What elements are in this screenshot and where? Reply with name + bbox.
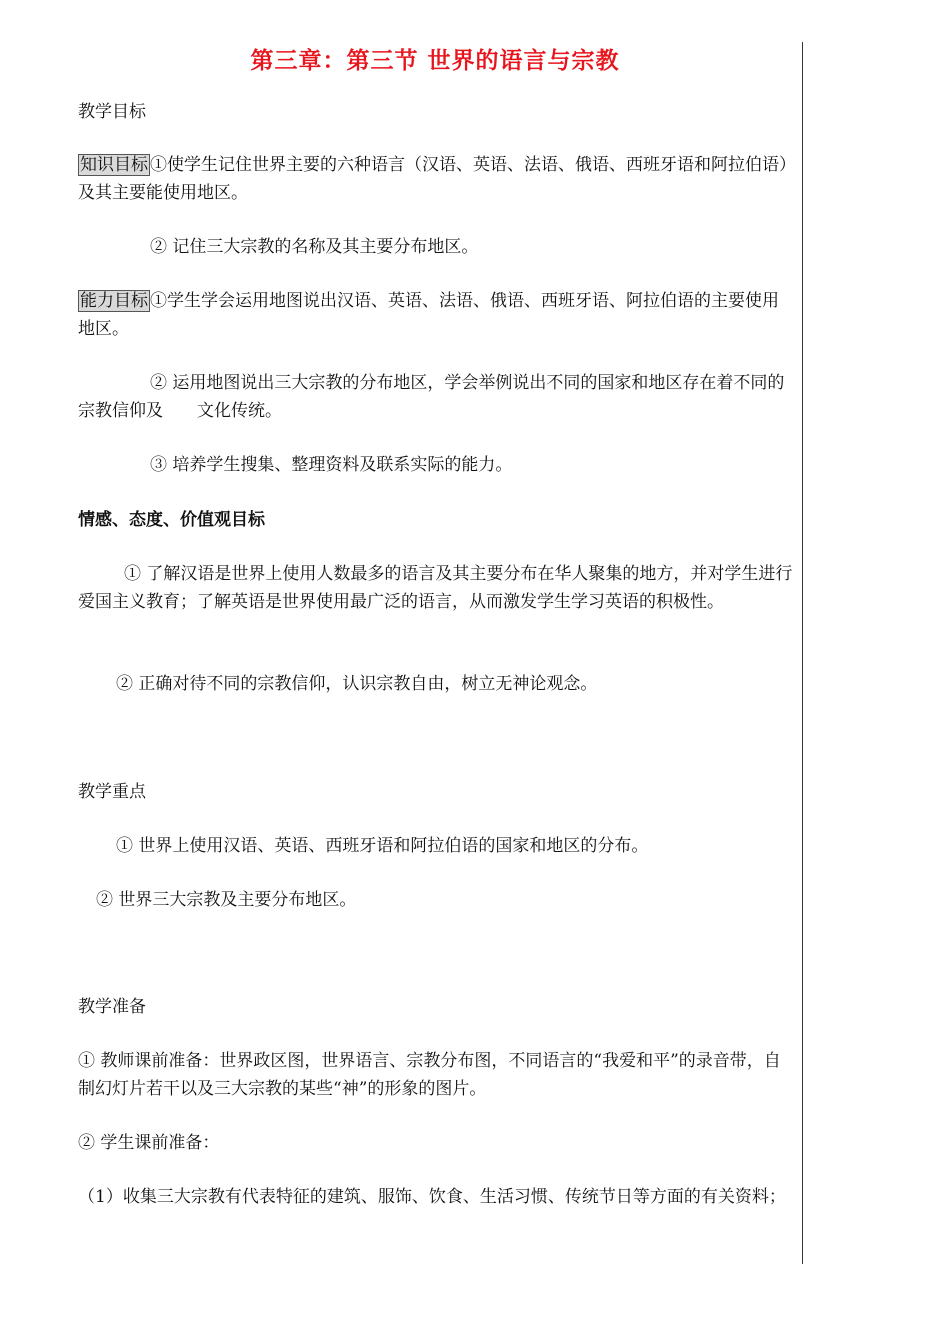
- knowledge-item-2: ② 记住三大宗教的名称及其主要分布地区。: [150, 237, 479, 257]
- key-point-1: ① 世界上使用汉语、英语、西班牙语和阿拉伯语的国家和地区的分布。: [116, 836, 649, 856]
- key-points-heading: 教学重点: [78, 782, 146, 802]
- knowledge-item-1-text: ①使学生记住世界主要的六种语言（汉语、英语、法语、俄语、西班牙语和阿拉伯语）及其主要能使用地区。: [78, 155, 788, 203]
- ability-label: 能力目标: [80, 291, 148, 311]
- teacher-preparation: ① 教师课前准备：世界政区图，世界语言、宗教分布图，不同语言的“我爱和平”的录音带，自制幻灯片若干以及三大宗教的某些“神”的形象的图片。: [78, 1051, 781, 1099]
- knowledge-item-1: [78, 151, 794, 207]
- ability-item-2: ② 运用地图说出三大宗教的分布地区，学会举例说出不同的国家和地区存在着不同的宗教信仰及 文化传统。: [78, 373, 785, 421]
- ability-item-1-text: ①学生学会运用地图说出汉语、英语、法语、俄语、西班牙语、阿拉伯语的主要使用地区。: [78, 291, 779, 339]
- emotion-item-1: ① 了解汉语是世界上使用人数最多的语言及其主要分布在华人聚集的地方，并对学生进行爱国主义教育；了解英语是世界使用最广泛的语言，从而激发学生学习英语的积极性。: [78, 564, 793, 612]
- student-preparation-item-1: （1）收集三大宗教有代表特征的建筑、服饰、饮食、生活习惯、传统节日等方面的有关资料；: [78, 1187, 786, 1207]
- knowledge-label: 知识目标: [80, 155, 148, 175]
- student-preparation: ② 学生课前准备：: [78, 1133, 220, 1153]
- document-title: 第三章：第三节 世界的语言与宗教: [250, 48, 620, 74]
- emotion-heading: 情感、态度、价值观目标: [78, 510, 265, 530]
- ability-item-1: [78, 287, 794, 343]
- preparation-heading: 教学准备: [78, 997, 146, 1017]
- ability-item-3: ③ 培养学生搜集、整理资料及联系实际的能力。: [150, 455, 513, 475]
- key-point-2: ② 世界三大宗教及主要分布地区。: [96, 890, 357, 910]
- page-margin-line: [802, 42, 803, 1264]
- objectives-heading: 教学目标: [78, 102, 146, 122]
- emotion-item-2: ② 正确对待不同的宗教信仰，认识宗教自由，树立无神论观念。: [116, 674, 598, 694]
